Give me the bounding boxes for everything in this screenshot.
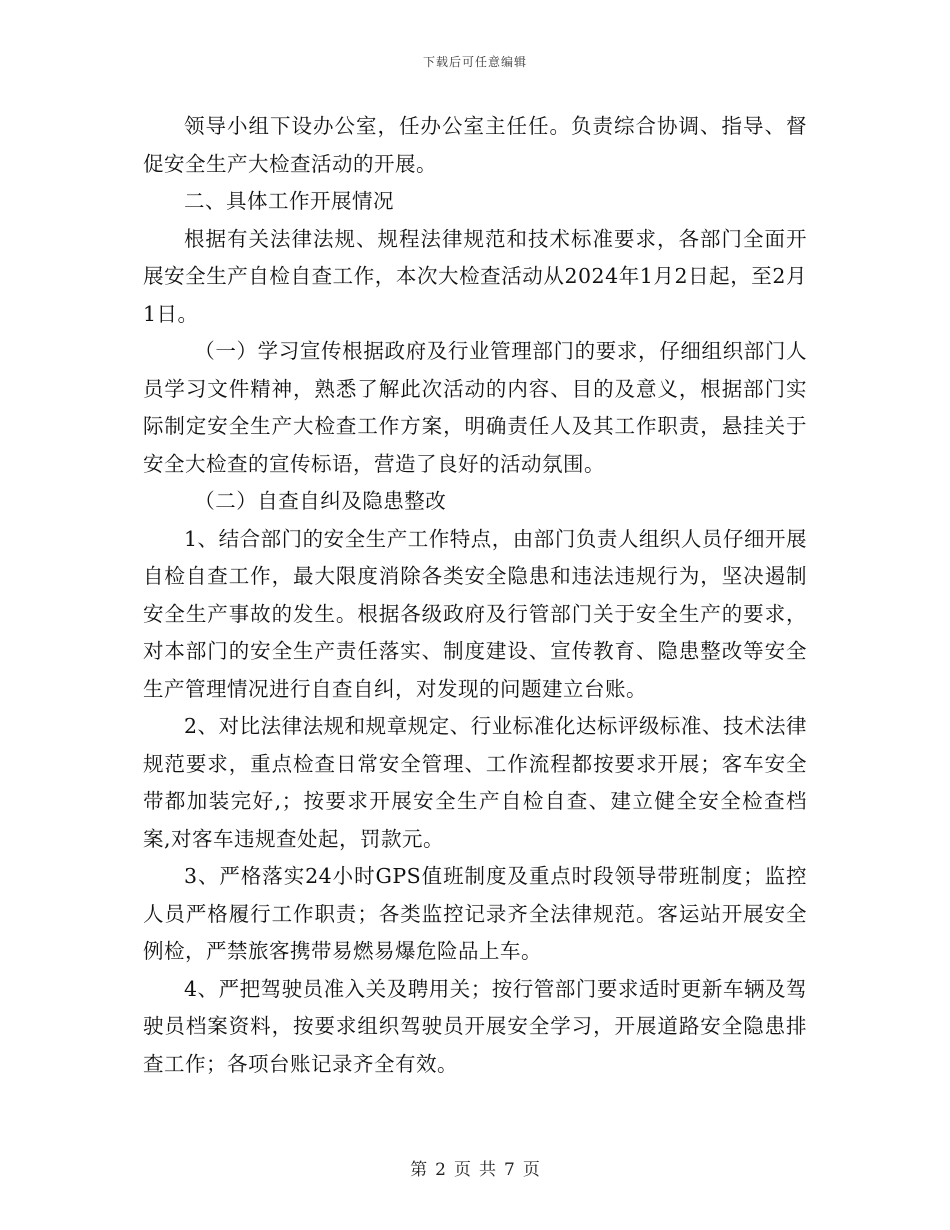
footer-total-pages: 7 [504,1160,515,1180]
document-body [143,108,807,1083]
paragraph-office-setup: 领导小组下设办公室，任办公室主任任。负责综合协调、指导、督促安全生产大检查活动的开展。 [143,114,807,176]
page-number-footer [0,1155,950,1180]
paragraph-item-3: 3、严格落实24小时GPS值班制度及重点时段领导带班制度；监控人员严格履行工作职责；各类监控记录齐全法律规范。客运站开展安全例检，严禁旅客携带易燃易爆危险品上车。 [143,864,807,963]
page-header-note: 下载后可任意编辑 [422,55,527,69]
footer-page-word: 页 [454,1160,471,1180]
subheading-self-correction: （二）自查自纠及隐患整改 [194,489,447,513]
section-heading-work-progress: 二、具体工作开展情况 [184,189,394,213]
paragraph-publicity-study: （一）学习宣传根据政府及行业管理部门的要求，仔细组织部门人员学习文件精神，熟悉了解此次活动的内容、目的及意义，根据部门实际制定安全生产大检查工作方案，明确责任人及其工作职责，悬挂关于安全大检查的宣传标语，营造了良好的活动氛围。 [143,339,807,476]
footer-prefix: 第 [410,1160,428,1180]
footer-suffix: 页 [522,1160,540,1180]
footer-total-prefix: 共 [479,1160,496,1180]
paragraph-item-1: 1、结合部门的安全生产工作特点，由部门负责人组织人员仔细开展自检自查工作，最大限度消除各类安全隐患和违法违规行为，坚决遏制安全生产事故的发生。根据各级政府及行管部门关于安全生产的要求，对本部门的安全生产责任落实、制度建设、宣传教育、隐患整改等安全生产管理情况进行自查自纠，对发现的问题建立台账。 [143,526,807,701]
paragraph-item-4: 4、严把驾驶员准入关及聘用关；按行管部门要求适时更新车辆及驾驶员档案资料，按要求组织驾驶员开展安全学习，开展道路安全隐患排查工作；各项台账记录齐全有效。 [143,976,807,1076]
paragraph-item-2: 2、对比法律法规和规章规定、行业标准化达标评级标准、技术法律规范要求，重点检查日常安全管理、工作流程都按要求开展；客车安全带都加装完好,；按要求开展安全生产自检自查、建立健全安全检查档案,对客车违规查处起，罚款元。 [143,714,807,851]
footer-current-page: 2 [435,1160,446,1180]
paragraph-self-inspection-period: 根据有关法律法规、规程法律规范和技术标准要求，各部门全面开展安全生产自检自查工作，本次大检查活动从2024年1月2日起，至2月1日。 [143,226,807,326]
